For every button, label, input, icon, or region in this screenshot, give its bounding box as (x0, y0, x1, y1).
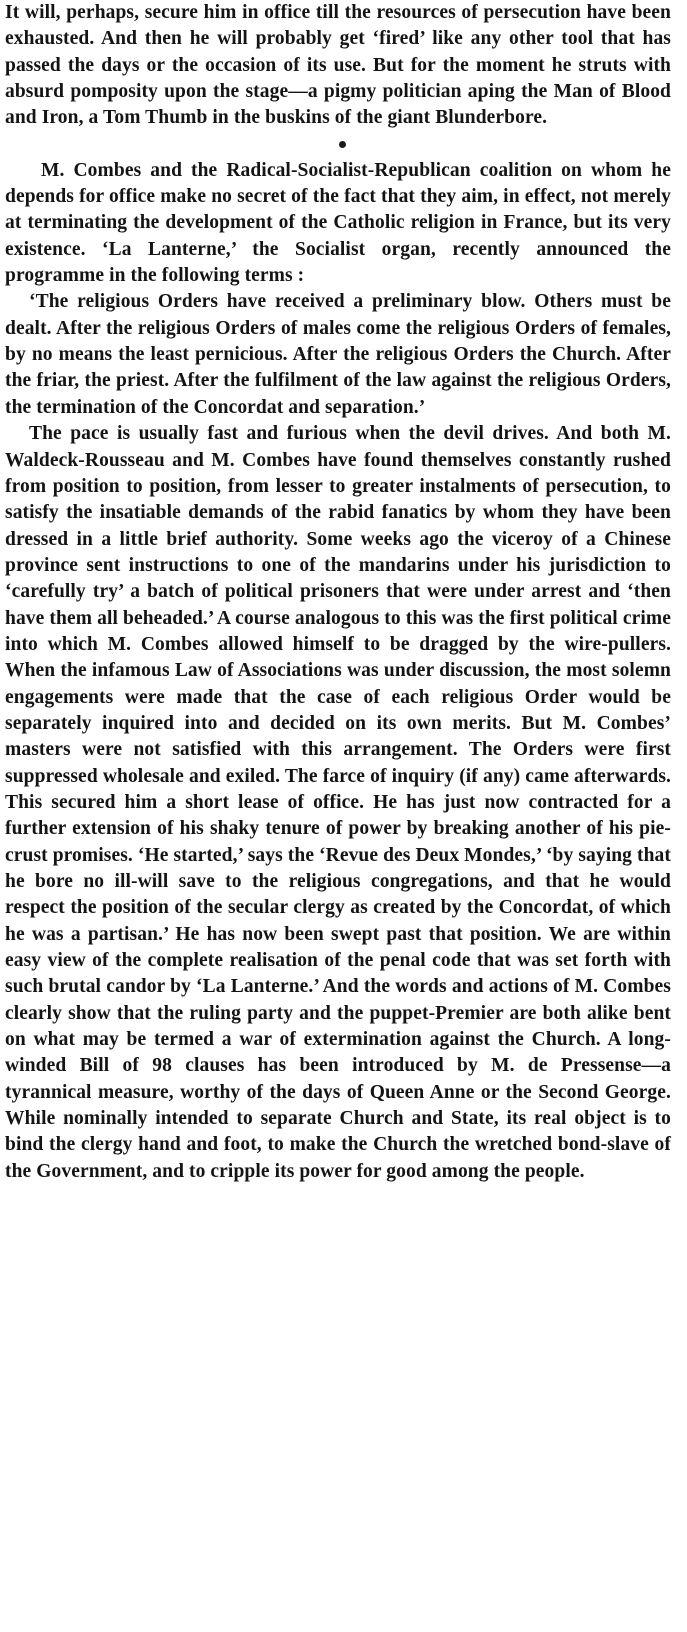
section-separator-dot (5, 132, 671, 158)
article-paragraph-2: M. Combes and the Radical-Socialist-Republican coalition on whom he depends for office make no secret of the fact that they aim, in effect, not merely at terminating the development of the Catholic religion in France, but its very existence. ‘La Lanterne,’ the Socialist organ, recently announced the programme in the following terms : (5, 159, 671, 287)
bullet-dot-icon (339, 141, 346, 148)
article-quote-paragraph: ‘The religious Orders have received a preliminary blow. Others must be dealt. After the religious Orders of males come the religious Orders of females, by no means the least pernicious. After the religious Orders the Church. After the friar, the priest. After the fulfilment of the law against the religious Orders, the termination of the Concordat and separation.’ (5, 291, 671, 418)
article-column (5, 0, 671, 1185)
article-paragraph-1: It will, perhaps, secure him in office till the resources of persecution have been exhausted. And then he will probably get ‘fired’ like any other tool that has passed the days or the occasion of its use. But for the moment he struts with absurd pomposity upon the stage—a pigmy politician aping the Man of Blood and Iron, a Tom Thumb in the buskins of the giant Blunderbore. (5, 2, 671, 129)
article-paragraph-4: The pace is usually fast and furious when the devil drives. And both M. Waldeck-Rousseau and M. Combes have found themselves constantly rushed from position to position, from lesser to greater instalments of persecution, to satisfy the insatiable demands of the rabid fanatics by whom they have been dressed in a little brief authority. Some weeks ago the viceroy of a Chinese province sent instructions to one of the mandarins under his jurisdiction to ‘carefully try’ a batch of political prisoners that were under arrest and ‘then have them all beheaded.’ A course analogous to this was the first political crime into which M. Combes allowed himself to be dragged by the wire-pullers. When the infamous Law of Associations was under discussion, the most solemn engagements were made that the case of each religious Order would be separately inquired into and decided on its own merits. But M. Combes’ masters were not satisfied with this arrangement. The Orders were first suppressed wholesale and exiled. The farce of inquiry (if any) came afterwards. This secured him a short lease of office. He has just now contracted for a further extension of his shaky tenure of power by breaking another of his pie-crust promises. ‘He started,’ says the ‘Revue des Deux Mondes,’ ‘by saying that he bore no ill-will save to the religious congregations, and that he would respect the position of the secular clergy as created by the Concordat, of which he was a partisan.’ He has now been swept past that position. We are within easy view of the complete realisation of the penal code that was set forth with such brutal candor by ‘La Lanterne.’ And the words and actions of M. Combes clearly show that the ruling party and the puppet-Premier are both alike bent on what may be termed a war of extermination against the Church. A long-winded Bill of 98 clauses has been introduced by M. de Pressense—a tyrannical measure, worthy of the days of Queen Anne or the Second George. While nominally intended to separate Church and State, its real object is to bind the clergy hand and foot, to make the Church the wretched bond-slave of the Government, and to cripple its power for good among the people. (5, 423, 671, 1182)
